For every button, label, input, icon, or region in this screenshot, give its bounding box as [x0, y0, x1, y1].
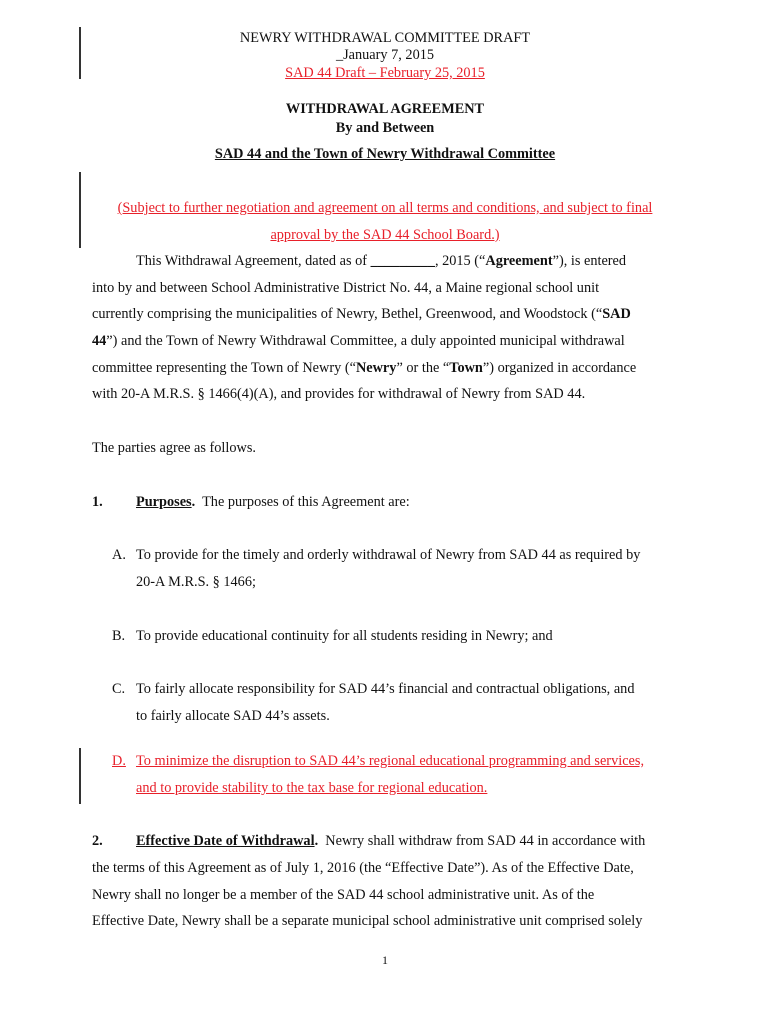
- draft-date: _January 7, 2015: [335, 47, 435, 63]
- defined-term-agreement: Agreement: [485, 253, 553, 269]
- section-2-line-2: the terms of this Agreement as of July 1, 2016 (the “Effective Date”). As of the Effective Date,: [92, 860, 634, 876]
- intro-line-6: with 20-A M.R.S. § 1466(4)(A), and provides for withdrawal of Newry from SAD 44.: [92, 386, 586, 402]
- section-2-number: 2.: [92, 833, 103, 849]
- section-1-number: 1.: [92, 494, 103, 510]
- intro-text: ”), is entered: [552, 253, 627, 269]
- item-d-letter: D.: [112, 753, 126, 769]
- intro-text: currently comprising the municipalities of Newry, Bethel, Greenwood, and Woodstock (“: [92, 306, 603, 322]
- subject-note-line1: (Subject to further negotiation and agreement on all terms and conditions, and subject to final: [117, 200, 653, 216]
- agreement-title: WITHDRAWAL AGREEMENT: [285, 101, 485, 117]
- item-a-line-2: 20-A M.R.S. § 1466;: [136, 574, 256, 590]
- defined-term-newry: Newry: [355, 360, 397, 376]
- item-a-letter: A.: [112, 547, 126, 563]
- section-2-period: .: [314, 833, 319, 849]
- item-d-line-1: To minimize the disruption to SAD 44’s regional educational programming and services,: [136, 753, 645, 769]
- section-2-heading: [136, 833, 645, 849]
- section-2-title-a: Effective Date of: [136, 833, 241, 849]
- item-a-line-1: To provide for the timely and orderly withdrawal of Newry from SAD 44 as required by: [136, 547, 641, 563]
- section-2-line-4: Effective Date, Newry shall be a separate municipal school administrative unit comprised solely: [92, 913, 643, 929]
- intro-line-1: [136, 253, 626, 269]
- section-1-title: Purposes: [136, 494, 192, 510]
- intro-line-5: [92, 360, 636, 376]
- item-b-line-1: To provide educational continuity for all students residing in Newry; and: [136, 628, 553, 644]
- agreement-subtitle: By and Between: [335, 120, 435, 136]
- defined-term-sad: SAD: [602, 306, 631, 322]
- intro-text: committee representing the Town of Newry (“: [92, 360, 356, 376]
- parties-agree: The parties agree as follows.: [92, 440, 256, 456]
- section-2-title-b: Withdrawal: [240, 833, 315, 849]
- intro-text: This Withdrawal Agreement, dated as of: [136, 253, 371, 269]
- section-1-text: The purposes of this Agreement are:: [195, 494, 410, 510]
- item-c-line-2: to fairly allocate SAD 44’s assets.: [136, 708, 330, 724]
- item-c-line-1: To fairly allocate responsibility for SAD 44’s financial and contractual obligations, and: [136, 681, 635, 697]
- intro-line-2: into by and between School Administrative District No. 44, a Maine regional school unit: [92, 280, 600, 296]
- intro-text: ” or the “: [396, 360, 450, 376]
- draft-title: NEWRY WITHDRAWAL COMMITTEE DRAFT: [239, 30, 531, 46]
- change-bar-item-d: [79, 748, 81, 804]
- intro-text: ”) organized in accordance: [482, 360, 637, 376]
- item-d-line-2: and to provide stability to the tax base for regional education.: [136, 780, 488, 796]
- agreement-parties: SAD 44 and the Town of Newry Withdrawal Committee: [214, 146, 556, 162]
- item-c-letter: C.: [112, 681, 126, 697]
- defined-term-44: 44: [92, 333, 107, 349]
- section-2-line-3: Newry shall no longer be a member of the SAD 44 school administrative unit. As of the: [92, 887, 595, 903]
- page-number: 1: [382, 953, 388, 967]
- intro-text: ”) and the Town of Newry Withdrawal Committee, a duly appointed municipal withdrawal: [106, 333, 625, 349]
- date-blank: _________: [370, 253, 435, 269]
- intro-text: , 2015 (“: [434, 253, 486, 269]
- section-1-heading: [136, 494, 410, 510]
- intro-line-4: [92, 333, 625, 349]
- intro-line-3: [92, 306, 631, 322]
- item-b-letter: B.: [112, 628, 126, 644]
- section-1-period: .: [191, 494, 196, 510]
- defined-term-town: Town: [449, 360, 483, 376]
- draft-revision: SAD 44 Draft – February 25, 2015: [285, 65, 485, 81]
- subject-note-line2: approval by the SAD 44 School Board.): [270, 227, 500, 243]
- section-2-text: Newry shall withdraw from SAD 44 in accordance with: [318, 833, 646, 849]
